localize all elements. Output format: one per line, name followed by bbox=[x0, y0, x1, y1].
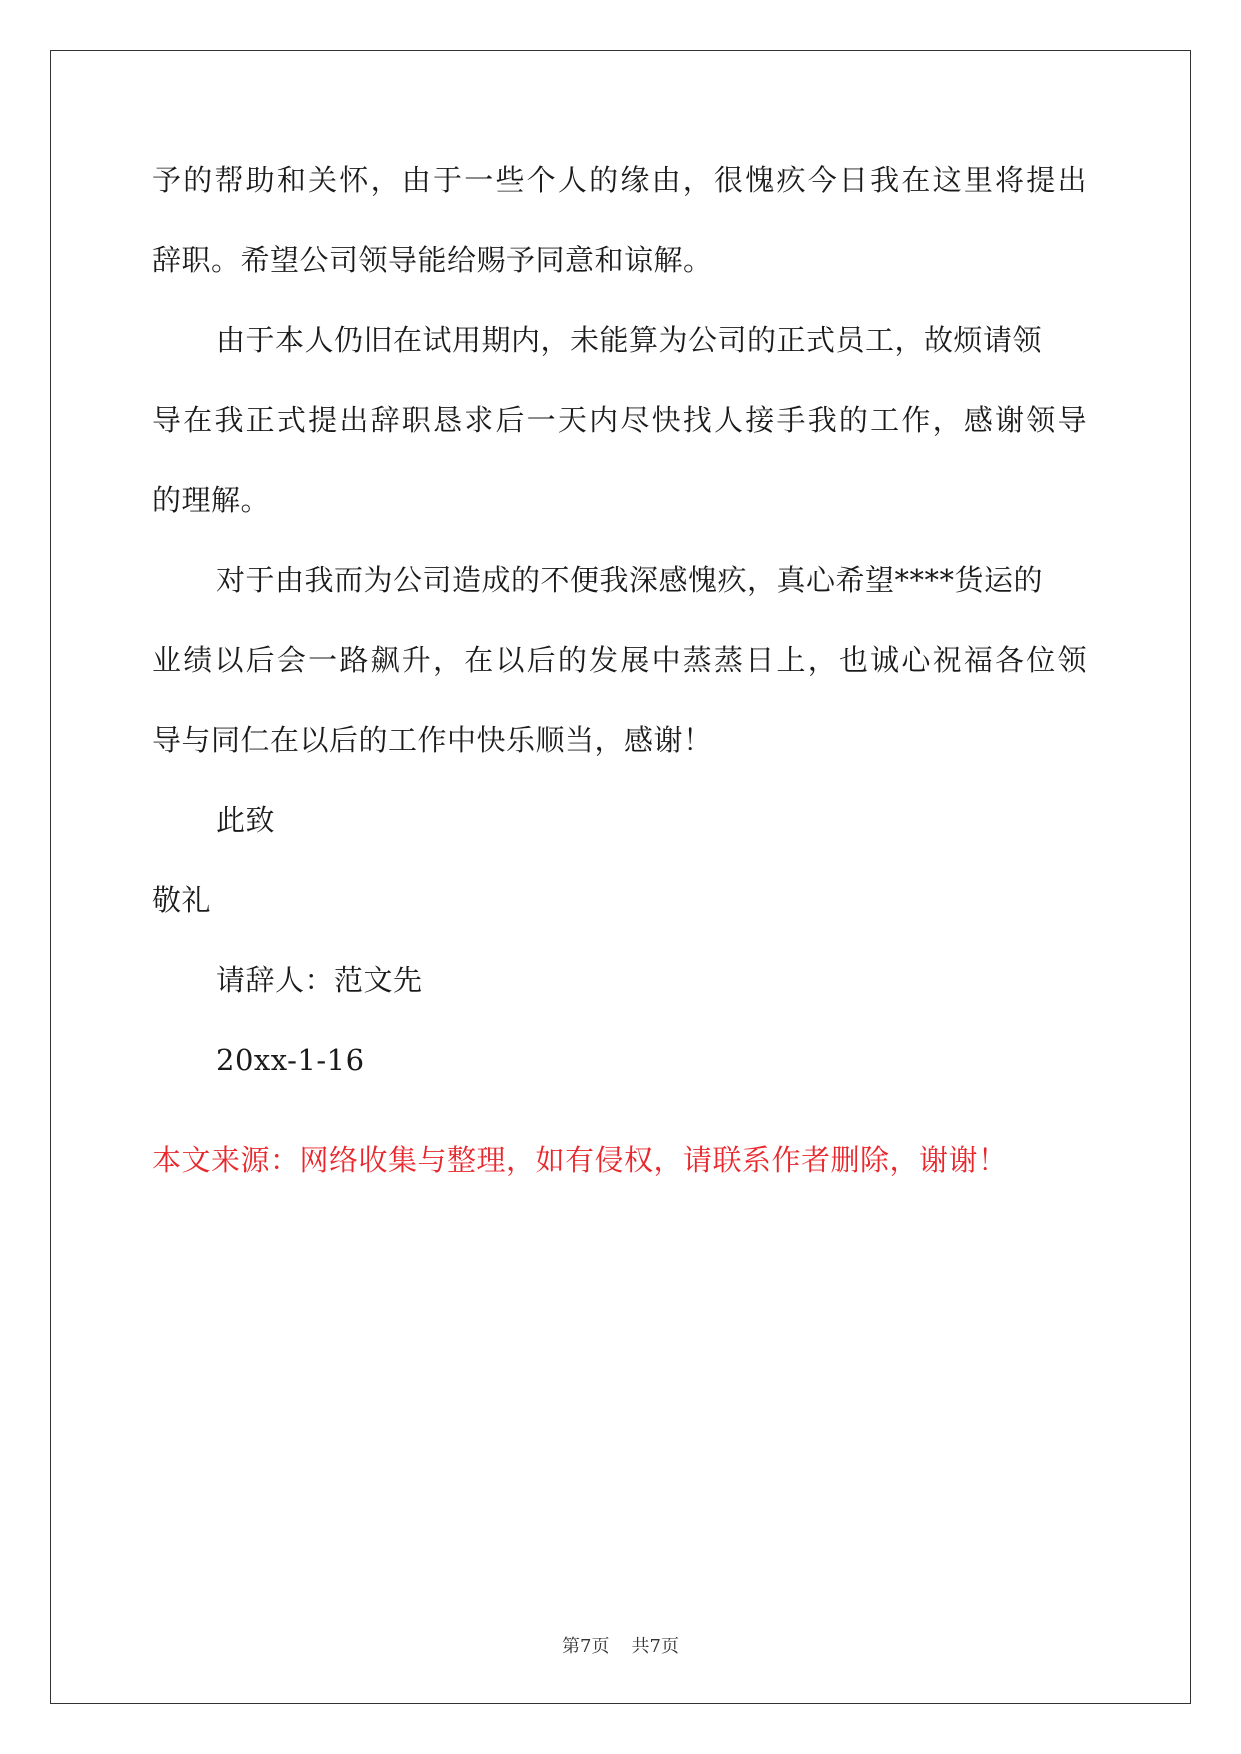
page-total: 共7页 bbox=[631, 1636, 679, 1657]
body-line: 予的帮助和关怀，由于一些个人的缘由，很愧疚今日我在这里将提出 bbox=[152, 163, 1087, 197]
body-line: 的理解。 bbox=[152, 483, 271, 517]
body-line: 导与同仁在以后的工作中快乐顺当，感谢！ bbox=[152, 723, 713, 757]
body-line: 辞职。希望公司领导能给赐予同意和谅解。 bbox=[152, 243, 713, 277]
body-line: 业绩以后会一路飙升，在以后的发展中蒸蒸日上，也诚心祝福各位领 bbox=[152, 643, 1087, 677]
page-footer bbox=[0, 1632, 1241, 1658]
closing-regards: 敬礼 bbox=[152, 883, 212, 917]
body-line: 由于本人仍旧在试用期内，未能算为公司的正式员工，故烦请领 bbox=[216, 323, 1043, 357]
document-body bbox=[152, 160, 1087, 1220]
source-note: 本文来源：网络收集与整理，如有侵权，请联系作者删除，谢谢！ bbox=[152, 1143, 1008, 1177]
page-number: 第7页 bbox=[562, 1636, 610, 1657]
closing-salutation: 此致 bbox=[216, 803, 276, 837]
body-line: 对于由我而为公司造成的不便我深感愧疚，真心希望****货运的 bbox=[216, 563, 1044, 597]
body-line: 导在我正式提出辞职恳求后一天内尽快找人接手我的工作，感谢领导 bbox=[152, 403, 1087, 437]
date: 20xx-1-16 bbox=[216, 1043, 365, 1077]
signature: 请辞人：范文先 bbox=[216, 963, 423, 997]
